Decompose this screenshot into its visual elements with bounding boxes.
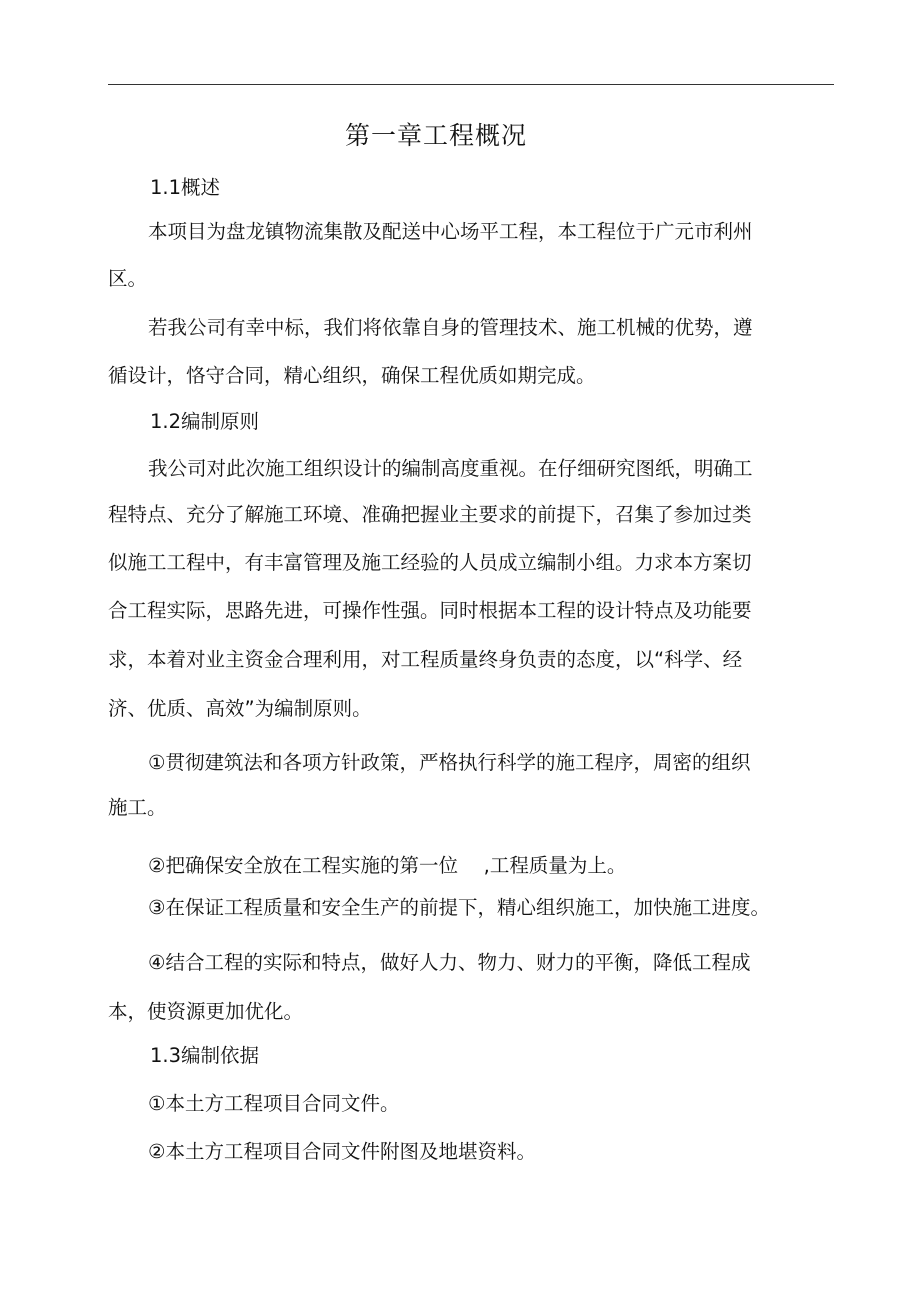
list-item-line: ①贯彻建筑法和各项方针政策，严格执行科学的施工程序，周密的组织 (148, 751, 751, 774)
paragraph-line: 似施工工程中，有丰富管理及施工经验的人员成立编制小组。力求本方案切 (108, 551, 752, 574)
paragraph-line: 循设计，恪守合同，精心组织，确保工程优质如期完成。 (108, 364, 596, 387)
list-item-line: 本，使资源更加优化。 (108, 1000, 304, 1023)
paragraph-line: 合工程实际，思路先进，可操作性强。同时根据本工程的设计特点及功能要 (108, 599, 752, 622)
list-item-line: ②本土方工程项目合同文件附图及地堪资料。 (148, 1140, 536, 1163)
section-heading-1-1: 1.1概述 (150, 176, 221, 199)
paragraph-line: 程特点、充分了解施工环境、准确把握业主要求的前提下，召集了参加过类 (108, 503, 752, 526)
header-rule (108, 84, 834, 85)
list-item-line: ③在保证工程质量和安全生产的前提下，精心组织施工，加快施工进度。 (148, 896, 770, 919)
paragraph-line: 我公司对此次施工组织设计的编制高度重视。在仔细研究图纸，明确工 (148, 457, 753, 480)
paragraph-line: 若我公司有幸中标，我们将依靠自身的管理技术、施工机械的优势，遵 (148, 316, 753, 339)
section-heading-1-2: 1.2编制原则 (150, 410, 260, 433)
paragraph-line: 区。 (108, 267, 148, 290)
list-item-line: ②把确保安全放在工程实施的第一位 ,工程质量为上。 (148, 854, 627, 877)
list-item-line: ①本土方工程项目合同文件。 (148, 1092, 400, 1115)
paragraph-line: 本项目为盘龙镇物流集散及配送中心场平工程，本工程位于广元市利州 (148, 220, 753, 243)
list-item-line: ④结合工程的实际和特点，做好人力、物力、财力的平衡，降低工程成 (148, 951, 751, 974)
list-item-line: 施工。 (108, 796, 167, 819)
paragraph-line: 济、优质、高效”为编制原则。 (108, 697, 372, 720)
section-heading-1-3: 1.3编制依据 (150, 1044, 260, 1067)
chapter-title: 第一章工程概况 (344, 121, 527, 150)
paragraph-line: 求，本着对业主资金合理利用，对工程质量终身负责的态度，以“科学、经 (108, 648, 743, 671)
